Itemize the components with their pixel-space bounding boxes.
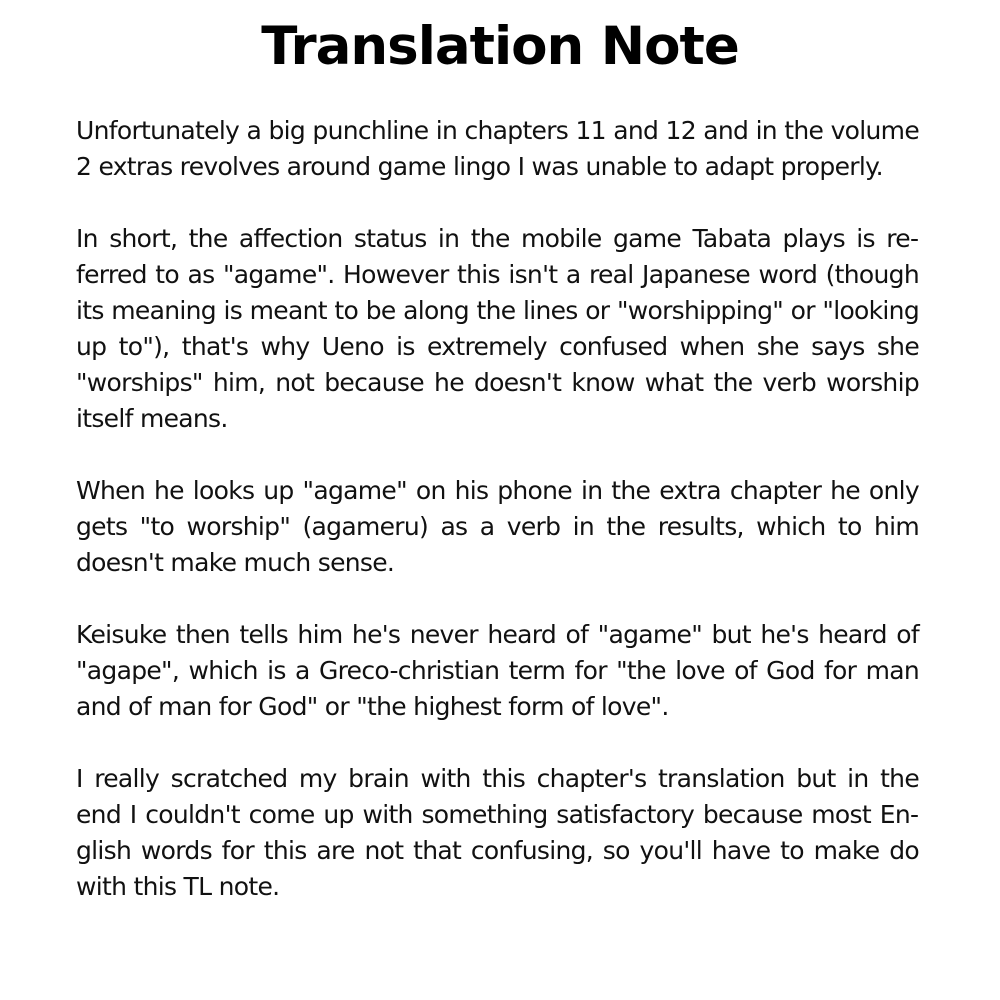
paragraph-affection-status: In short, the affection status in the mobile game Tabata plays is referred to as "agame". However this isn't a real Japanese word (though its meaning is meant to be along the lines or "worshipping" or "looking up to"), that's why Ueno is extremely confused when she says she "worships" him, not because he doesn't know what the verb worship itself means. — [76, 224, 919, 433]
page-title: Translation Note — [261, 16, 739, 77]
paragraph-agape: Keisuke then tells him he's never heard of "agame" but he's heard of "agape", which is a Greco-christian term for "the love of God for man and of man for God" or "the highest form of love". — [76, 620, 919, 721]
paragraph-conclusion: I really scratched my brain with this chapter's translation but in the end I couldn't come up with something satisfactory because most English words for this are not that confusing, so you'll have to make do with this TL note. — [76, 764, 919, 901]
paragraph-phone-lookup: When he looks up "agame" on his phone in the extra chapter he only gets "to worship" (agameru) as a verb in the results, which to him doesn't make much sense. — [76, 476, 919, 577]
paragraph-punchline: Unfortunately a big punchline in chapters 11 and 12 and in the volume 2 extras revolves around game lingo I was unable to adapt properly. — [76, 116, 919, 181]
note-body — [76, 113, 919, 905]
